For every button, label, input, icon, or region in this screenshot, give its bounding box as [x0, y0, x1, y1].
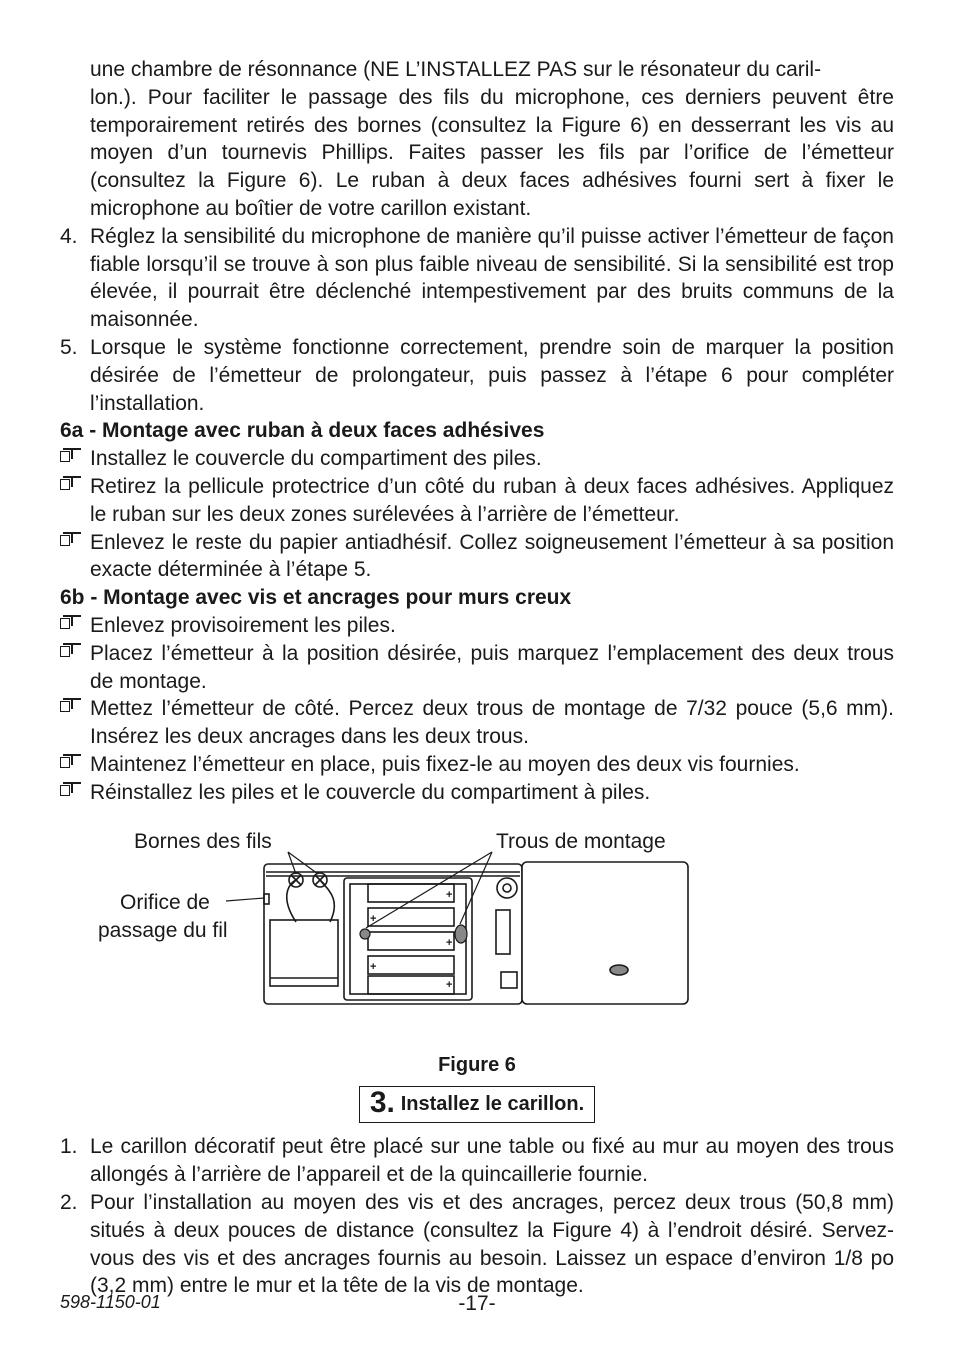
list-item-text: Enlevez provisoirement les piles.: [90, 613, 396, 637]
list-item-text: Réinstallez les piles et le couvercle du compartiment à piles.: [90, 780, 651, 804]
battery: [368, 908, 454, 926]
microphone-module: [270, 920, 338, 986]
list-item: [60, 473, 894, 529]
checkbox-icon: [60, 615, 73, 630]
checkbox-icon: [60, 754, 73, 769]
battery: [368, 884, 454, 902]
label-mounting-holes: Trous de montage: [496, 829, 666, 853]
step-5: [60, 334, 894, 417]
mounting-hole: [455, 925, 467, 943]
figure-6: [60, 828, 894, 1050]
label-wire-orifice-line2: passage du fil: [98, 918, 228, 942]
final-step-1: [60, 1133, 894, 1189]
transmitter-housing: [264, 864, 522, 1004]
checkbox-icon: [60, 476, 73, 491]
final-step-2: [60, 1189, 894, 1300]
cover-hole: [610, 965, 628, 975]
list-item-text: Mettez l’émetteur de côté. Percez deux trous de montage de 7/32 pouce (5,6 mm). Insérez les deux ancrages dans les deux trous.: [90, 697, 894, 749]
step-text: Le carillon décoratif peut être placé sur une table ou fixé au mur au moyen des trous allongés à l’arrière de l’appareil et de la quincaillerie fournie.: [90, 1135, 894, 1187]
list-item-text: Installez le couvercle du compartiment des piles.: [90, 447, 542, 471]
checkbox-icon: [60, 532, 73, 547]
page-content: [60, 56, 894, 1300]
list-item: [60, 751, 894, 779]
list-item: [60, 612, 894, 640]
list-item-text: Retirez la pellicule protectrice d’un côté du ruban à deux faces adhésives. Appliquez le ruban sur les deux zones surélevées à l’arrière de l’émetteur.: [90, 474, 894, 526]
checkbox-icon: [60, 448, 73, 463]
list-item-text: Maintenez l’émetteur en place, puis fixez-le au moyen des deux vis fournies.: [90, 752, 800, 776]
svg-text:+: +: [446, 888, 453, 901]
checkbox-icon: [60, 698, 73, 713]
svg-text:+: +: [446, 936, 453, 949]
svg-text:+: +: [446, 978, 453, 991]
page-number: -17-: [458, 1292, 496, 1315]
step-4: [60, 223, 894, 334]
list-item-text: Placez l’émetteur à la position désirée, puis marquez l’emplacement des deux trous de montage.: [90, 641, 894, 693]
checkbox-icon: [60, 643, 73, 658]
step-text: Lorsque le système fonctionne correctement, prendre soin de marquer la position désirée de l’émetteur de prolongateur, puis passez à l’étape 6 pour compléter l’installation.: [90, 335, 894, 415]
battery: [368, 932, 454, 950]
list-item: [60, 640, 894, 696]
section-6b-heading: 6b - Montage avec vis et ancrages pour murs creux: [60, 586, 572, 610]
step-text: Pour l’installation au moyen des vis et des ancrages, percez deux trous (50,8 mm) situés à deux pouces de distance (consultez la Figure 4) à l’endroit désiré. Servez-vous des vis et des ancrages fournis au besoin. Laissez un espace d’environ 1/8 po (3,2 mm) entre le mur et la tête de la vis de montage.: [90, 1190, 894, 1298]
intro-paragraph-line1: une chambre de résonnance (NE L’INSTALLEZ PAS sur le résonateur du caril-: [90, 58, 822, 81]
document-number: 598-1150-01: [60, 1292, 161, 1312]
step-number: 5.: [60, 335, 78, 359]
list-item: [60, 695, 894, 751]
step-number: 2.: [60, 1190, 78, 1214]
step-number: 4.: [60, 224, 78, 248]
section-6a-heading: 6a - Montage avec ruban à deux faces adhésives: [60, 419, 545, 443]
checkbox-icon: [60, 782, 73, 797]
svg-text:+: +: [370, 960, 377, 973]
step-3-title: Installez le carillon.: [400, 1092, 585, 1115]
step-text: Réglez la sensibilité du microphone de manière qu’il puisse activer l’émetteur de façon fiable lorsqu’il se trouve à son plus faible niveau de sensibilité. Si la sensibilité est trop élevée, il pourrait être déclenché intempestivement par des bruits communs de la maisonnée.: [90, 224, 894, 332]
intro-paragraph: lon.). Pour faciliter le passage des fils du microphone, ces derniers peuvent être temporairement retirés des bornes (consultez la Figure 6) en desserrant les vis au moyen d’un tournevis Phillips. Faites passer les fils par l’orifice de l’émetteur (consultez la Figure 6). Le ruban à deux faces adhésives fourni sert à fixer le microphone au boîtier de votre carillon existant.: [90, 85, 894, 220]
step-number: 1.: [60, 1135, 78, 1159]
label-wire-orifice-line1: Orifice de: [120, 890, 210, 914]
battery: [368, 956, 454, 974]
list-item-text: Enlevez le reste du papier antiadhésif. Collez soigneusement l’émetteur à sa position exacte déterminée à l’étape 5.: [90, 530, 894, 582]
step-3-heading: [359, 1086, 595, 1124]
list-item: [60, 445, 894, 473]
step-3-heading-wrap: [60, 1086, 894, 1124]
battery: [368, 976, 454, 994]
list-item: [60, 529, 894, 585]
list-item: [60, 779, 894, 807]
battery-cover: [522, 862, 688, 1004]
step-3-number: 3.: [369, 1085, 395, 1119]
svg-text:+: +: [370, 912, 377, 925]
mounting-hole: [360, 929, 370, 939]
figure-caption: Figure 6: [438, 1053, 516, 1076]
label-wire-terminals: Bornes des fils: [134, 829, 272, 853]
